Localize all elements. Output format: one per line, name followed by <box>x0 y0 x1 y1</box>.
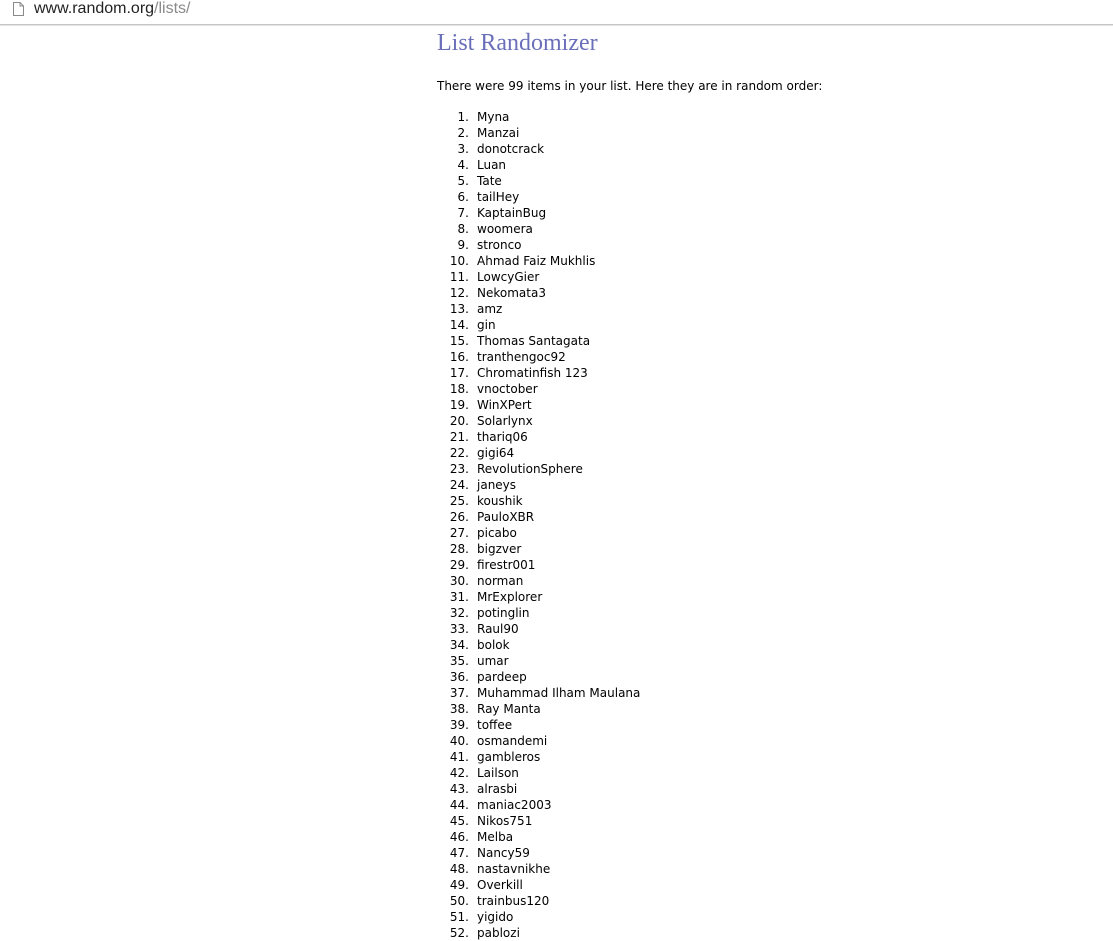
list-item-name: donotcrack <box>477 142 545 156</box>
list-item-number: 42. <box>449 766 469 780</box>
list-item-name: Nekomata3 <box>477 286 546 300</box>
list-item-name: Solarlynx <box>477 414 533 428</box>
list-item-name: tranthengoc92 <box>477 350 566 364</box>
list-item-name: PauloXBR <box>477 510 535 524</box>
list-item-number: 20. <box>449 414 469 428</box>
list-item-name: gambleros <box>477 750 541 764</box>
list-item-number: 15. <box>449 334 469 348</box>
list-item-number: 40. <box>449 734 469 748</box>
list-item-number: 10. <box>449 254 469 268</box>
list-item-number: 8. <box>457 222 469 236</box>
list-item-number: 7. <box>457 206 469 220</box>
list-item-number: 28. <box>449 542 469 556</box>
list-item-name: maniac2003 <box>477 798 552 812</box>
list-item-number: 5. <box>457 174 469 188</box>
list-item-name: WinXPert <box>477 398 532 412</box>
list-item-name: osmandemi <box>477 734 548 748</box>
list-item-name: picabo <box>477 526 517 540</box>
list-item-name: vnoctober <box>477 382 538 396</box>
list-item-number: 4. <box>457 158 469 172</box>
url-domain: www.random.org <box>34 0 155 17</box>
list-item-name: janeys <box>477 478 517 492</box>
list-item-name: nastavnikhe <box>477 862 551 876</box>
page-icon <box>13 2 24 16</box>
list-item-number: 18. <box>449 382 469 396</box>
list-item-number: 51. <box>449 910 469 924</box>
list-item-number: 48. <box>449 862 469 876</box>
list-item-number: 22. <box>449 446 469 460</box>
list-item-number: 14. <box>449 318 469 332</box>
list-item-name: Ahmad Faiz Mukhlis <box>477 254 596 268</box>
list-item-name: pablozi <box>477 926 520 940</box>
list-item-name: Chromatinfish 123 <box>477 366 588 380</box>
list-item-number: 41. <box>449 750 469 764</box>
list-item-name: gigi64 <box>477 446 515 460</box>
list-item-number: 23. <box>449 462 469 476</box>
list-item-number: 24. <box>449 478 469 492</box>
list-item-number: 49. <box>449 878 469 892</box>
list-item-name: Lailson <box>477 766 519 780</box>
list-item-name: toffee <box>477 718 513 732</box>
list-item-number: 2. <box>457 126 469 140</box>
list-item-number: 26. <box>449 510 469 524</box>
main-content <box>437 27 823 940</box>
list-item-name: bolok <box>477 638 510 652</box>
list-item-number: 39. <box>449 718 469 732</box>
intro-text: There were 99 items in your list. Here they are in random order: <box>437 79 823 93</box>
list-item-name: trainbus120 <box>477 894 550 908</box>
list-item-number: 50. <box>449 894 469 908</box>
list-item-name: potinglin <box>477 606 530 620</box>
list-item-name: LowcyGier <box>477 270 540 284</box>
list-item-number: 34. <box>449 638 469 652</box>
list-item-name: bigzver <box>477 542 522 556</box>
list-item-number: 12. <box>449 286 469 300</box>
list-item-name: stronco <box>477 238 522 252</box>
list-item-name: Raul90 <box>477 622 519 636</box>
list-item-name: Thomas Santagata <box>477 334 591 348</box>
list-item-name: Overkill <box>477 878 523 892</box>
list-item-number: 9. <box>457 238 469 252</box>
list-item-number: 16. <box>449 350 469 364</box>
list-item-name: umar <box>477 654 509 668</box>
list-item-name: Nikos751 <box>477 814 533 828</box>
list-item-name: norman <box>477 574 524 588</box>
list-item-number: 13. <box>449 302 469 316</box>
list-item-number: 36. <box>449 670 469 684</box>
list-item-name: gin <box>477 318 496 332</box>
list-item-name: Tate <box>477 174 502 188</box>
list-item-number: 19. <box>449 398 469 412</box>
list-item-name: woomera <box>477 222 533 236</box>
list-item-number: 45. <box>449 814 469 828</box>
list-item-name: koushik <box>477 494 523 508</box>
list-item-number: 27. <box>449 526 469 540</box>
list-item-name: MrExplorer <box>477 590 543 604</box>
list-item-name: Manzai <box>477 126 520 140</box>
list-item-number: 17. <box>449 366 469 380</box>
list-item-name: yigido <box>477 910 514 924</box>
list-item-number: 25. <box>449 494 469 508</box>
list-item-number: 3. <box>457 142 469 156</box>
list-item-name: thariq06 <box>477 430 528 444</box>
page-title: List Randomizer <box>437 30 598 56</box>
list-item-name: Muhammad Ilham Maulana <box>477 686 641 700</box>
list-item-number: 35. <box>449 654 469 668</box>
list-item-number: 6. <box>457 190 469 204</box>
list-item-name: Myna <box>477 110 510 124</box>
list-item-number: 37. <box>449 686 469 700</box>
list-item-number: 43. <box>449 782 469 796</box>
list-item-number: 31. <box>449 590 469 604</box>
list-item-name: alrasbi <box>477 782 518 796</box>
list-item-name: amz <box>477 302 503 316</box>
list-item-name: KaptainBug <box>477 206 547 220</box>
list-item-number: 29. <box>449 558 469 572</box>
list-item-number: 52. <box>449 926 469 940</box>
url-text[interactable] <box>34 0 191 17</box>
list-item-number: 38. <box>449 702 469 716</box>
address-bar[interactable] <box>0 0 1113 25</box>
list-item-number: 21. <box>449 430 469 444</box>
url-path: /lists/ <box>154 0 191 17</box>
list-item-number: 32. <box>449 606 469 620</box>
list-item-number: 11. <box>449 270 469 284</box>
list-item-name: Luan <box>477 158 507 172</box>
list-item-number: 30. <box>449 574 469 588</box>
list-item-name: Nancy59 <box>477 846 530 860</box>
list-item-name: RevolutionSphere <box>477 462 583 476</box>
list-item-name: Melba <box>477 830 514 844</box>
list-item-number: 33. <box>449 622 469 636</box>
list-item-number: 44. <box>449 798 469 812</box>
list-item-name: firestr001 <box>477 558 536 572</box>
list-item-number: 46. <box>449 830 469 844</box>
list-item-number: 1. <box>457 110 469 124</box>
list-item-number: 47. <box>449 846 469 860</box>
list-item-name: Ray Manta <box>477 702 541 716</box>
list-item-name: pardeep <box>477 670 527 684</box>
list-item-name: tailHey <box>477 190 520 204</box>
